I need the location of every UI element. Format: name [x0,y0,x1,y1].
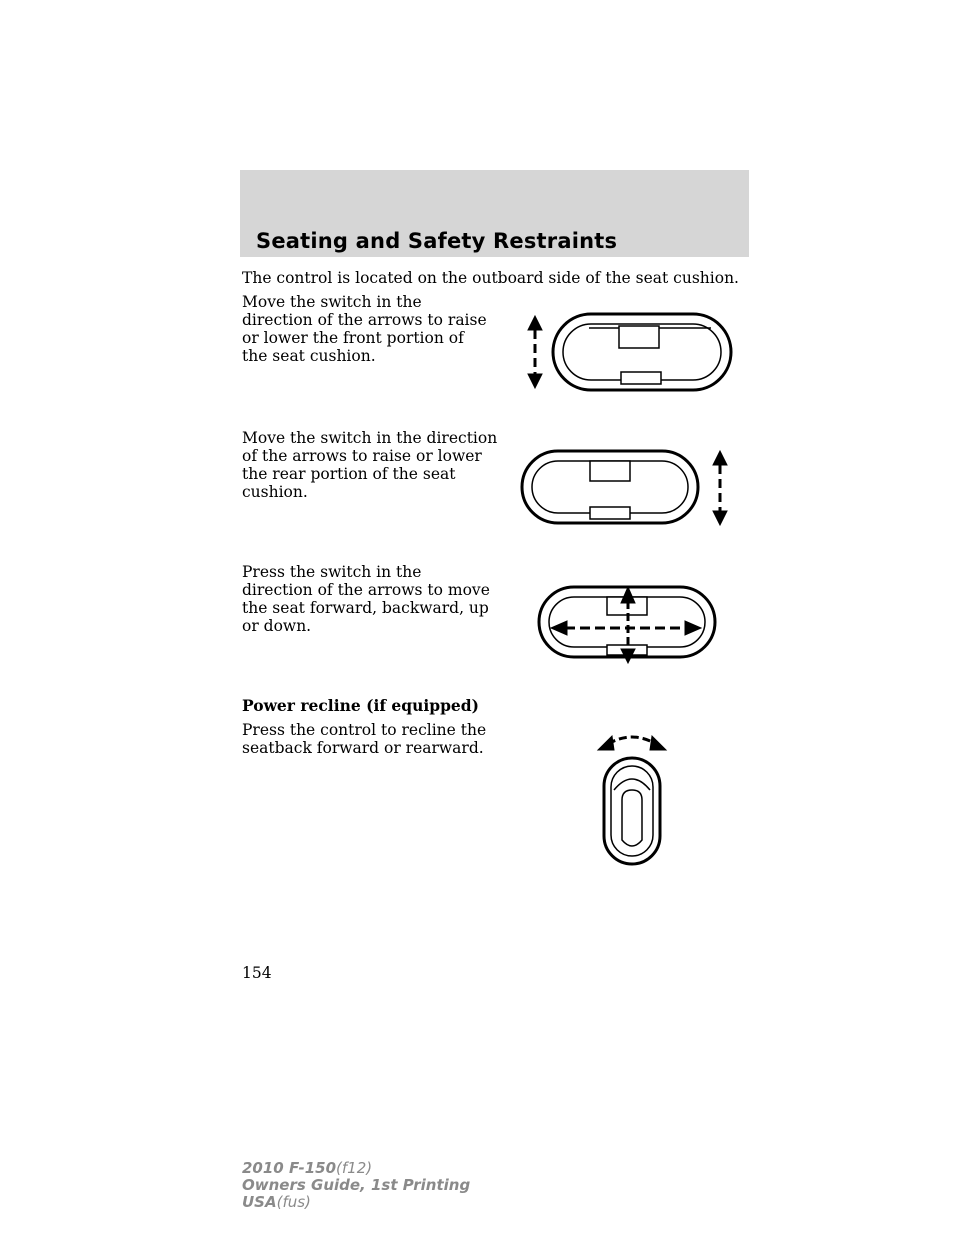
seat-switch-icon [553,314,731,390]
seat-move-switch-diagram [535,583,725,667]
footer-line-1: 2010 F-150(f12) [242,1159,373,1177]
footer-line-3: USA(fus) [242,1193,311,1211]
seat-switch-icon [522,451,698,523]
double-arrow-vertical-icon [713,451,727,525]
curved-double-arrow-icon [598,736,666,750]
section-header-band [240,170,749,257]
front-cushion-paragraph: Move the switch in the direction of the arrows to raise or lower the front portion of the seat cushion. [242,293,487,365]
recline-switch-diagram [592,728,676,868]
intro-paragraph: The control is located on the outboard side of the seat cushion. [242,269,739,287]
recline-heading: Power recline (if equipped) [242,696,479,715]
rear-cushion-switch-diagram [518,447,738,529]
seat-move-paragraph: Press the switch in the direction of the arrows to move the seat forward, backward, up or down. [242,563,490,635]
recline-control-icon [604,758,660,864]
footer-line-2: Owners Guide, 1st Printing [242,1176,471,1194]
document-footer [242,1160,470,1211]
rear-cushion-paragraph: Move the switch in the direction of the arrows to raise or lower the rear portion of the seat cushion. [242,429,498,501]
recline-paragraph: Press the control to recline the seatback forward or rearward. [242,721,487,757]
section-title: Seating and Safety Restraints [256,229,618,253]
four-way-arrow-icon [551,587,701,663]
page-number: 154 [242,964,272,982]
front-cushion-switch-diagram [515,308,735,398]
double-arrow-vertical-icon [528,316,542,388]
